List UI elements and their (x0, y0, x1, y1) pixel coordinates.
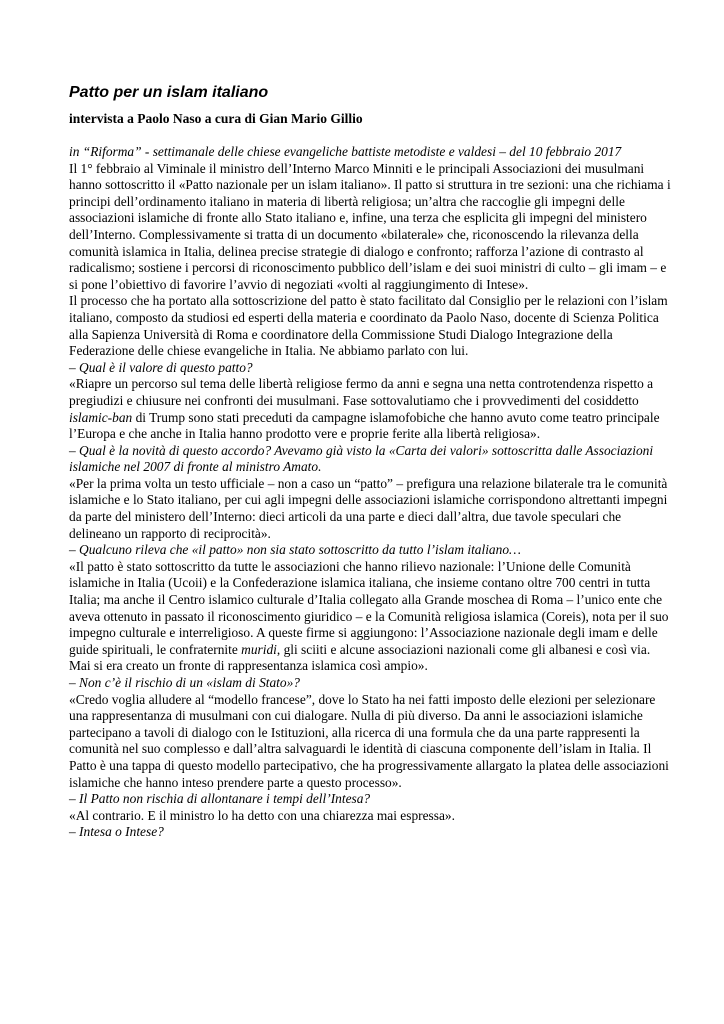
paragraph (69, 675, 672, 692)
paragraph-text: «Al contrario. E il ministro lo ha detto con una chiarezza mai espressa». (69, 807, 455, 823)
paragraph (69, 376, 672, 442)
paragraph (69, 808, 672, 825)
source-line: in “Riforma” - settimanale delle chiese evangeliche battiste metodiste e valdesi – del 10 febbraio 2017 (69, 144, 622, 159)
italic-text: – Non c’è il rischio di un «islam di Stato»? (69, 675, 300, 690)
paragraph (69, 692, 672, 792)
paragraph (69, 542, 672, 559)
paragraph-text: Il processo che ha portato alla sottoscrizione del patto è stato facilitato dal Consiglio per le relazioni con l’islam italiano, composto da studiosi ed esperti della materia e coordinato da Paolo Naso, docente di Scienza Politica alla Sapienza Università di Roma e coordinatore della Commissione Studi Dialogo Integrazione della Federazione delle chiese evangeliche in Italia. Ne abbiamo parlato con lui. (69, 293, 668, 359)
paragraph (69, 161, 672, 294)
paragraph-text: «Il patto è stato sottoscritto da tutte le associazioni che hanno rilievo nazionale: l’Unione delle Comunità islamiche in Italia (Ucoii) e la Confederazione islamica italiana, che insieme contano oltre 700 centri in tutta Italia; ma anche il Centro islamico culturale d’Italia collegato alla Grande moschea di Roma – l’unico ente che aveva ottenuto in passato il riconoscimento giuridico – e la Comunità religiosa islamica (Coreis), nota per il suo impegno culturale e interreligioso. A queste firme si aggiungono: l’Associazione nazionale degli imam e delle guide spirituali, le confraternite (69, 558, 669, 657)
paragraph-list (69, 161, 672, 841)
italic-text: – Il Patto non rischia di allontanare i tempi dell’Intesa? (69, 791, 371, 807)
italic-text: muridi (241, 641, 277, 657)
paragraph (69, 559, 672, 675)
paragraph (69, 293, 672, 359)
italic-text: islamic-ban (69, 409, 133, 425)
paragraph (69, 791, 672, 808)
italic-text: – Qual è il valore di questo patto? (69, 359, 253, 375)
italic-text: – Qual è la novità di questo accordo? Avevamo già visto la «Carta dei valori» sottoscritta dalle Associazioni islamiche nel 2007 di fronte al ministro Amato. (69, 442, 654, 475)
document-title: Patto per un islam italiano (69, 84, 269, 101)
paragraph-text: di Trump sono stati preceduti da campagne islamofobiche che hanno avuto come teatro principale l’Europa e che anche in Italia hanno prodotto vere e proprie ferite alla libertà religiosa». (69, 409, 660, 442)
paragraph (69, 476, 672, 542)
paragraph (69, 360, 672, 377)
paragraph-text: , gli sciiti e alcune associazioni nazionali come gli albanesi e così via. Mai si era creato un fronte di rappresentanza islamica così ampio». (69, 641, 651, 674)
article-body (69, 144, 672, 841)
paragraph-text: «Per la prima volta un testo ufficiale – non a caso un “patto” – prefigura una relazione bilaterale tra le comunità islamiche e lo Stato italiano, per cui agli impegni delle associazioni islamiche corrispondono altrettanti impegni da parte del ministero dell’Interno: dieci articoli da una parte e dieci dall’altra, due tavole speculari che delineano un rapporto di reciprocità». (69, 475, 668, 541)
italic-text: – Intesa o Intese? (69, 824, 164, 840)
document-subtitle: intervista a Paolo Naso a cura di Gian Mario Gillio (69, 111, 363, 126)
paragraph-text: «Credo voglia alludere al “modello francese”, dove lo Stato ha nei fatti imposto delle elezioni per selezionare una rappresentanza di musulmani con cui dialogare. Nulla di più diverso. Da anni le associazioni islamiche partecipano a tavoli di dialogo con le Istituzioni, alla ricerca di una formula che da una parte rappresenti la comunità nel suo complesso e dall’altra salvaguardi le identità di ciascuna componente dell’islam in Italia. Il Patto è una tappa di questo modello partecipativo, che ha progressivamente allargato la platea delle associazioni islamiche che hanno inteso prendere parte a questo processo». (69, 691, 669, 790)
paragraph-text: Il 1° febbraio al Viminale il ministro dell’Interno Marco Minniti e le principali Associazioni dei musulmani hanno sottoscritto il «Patto nazionale per un islam italiano». Il patto si struttura in tre sezioni: una che richiama i principi dell’ordinamento italiano in materia di libertà religiosa; un’altra che raccoglie gli impegni delle associazioni islamiche di fronte allo Stato italiano e, infine, una terza che esplicita gli impegni del ministero dell’Interno. Complessivamente si tratta di un documento «bilaterale» che, riconoscendo la rilevanza della comunità islamica in Italia, delinea precise strategie di dialogo e confronto; rafforza l’azione di contrasto al radicalismo; sostiene i percorsi di riconoscimento pubblico dell’islam e dei suoi ministri di culto – gli imam – e si pone l’obiettivo di favorire l’avvio di negoziati «volti al raggiungimento di Intese». (69, 160, 671, 292)
paragraph (69, 443, 672, 476)
paragraph (69, 824, 672, 841)
italic-text: – Qualcuno rileva che «il patto» non sia stato sottoscritto da tutto l’islam italiano… (69, 542, 521, 558)
paragraph-text: «Riapre un percorso sul tema delle libertà religiose fermo da anni e segna una netta controtendenza rispetto a pregiudizi e chiusure nei confronti dei musulmani. Fase sottovalutiamo che i provvedimenti del cosiddetto (69, 376, 654, 408)
